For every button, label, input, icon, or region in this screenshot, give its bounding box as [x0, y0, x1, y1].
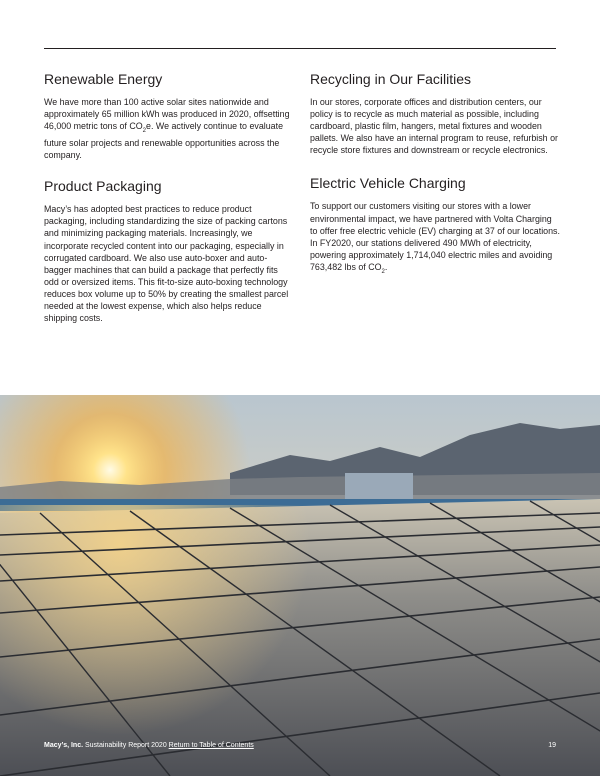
page-footer	[44, 740, 556, 752]
co2-subscript-ev: 2	[381, 268, 385, 275]
ev-charging-text-b: .	[384, 261, 388, 272]
ev-charging-body	[310, 200, 560, 277]
product-packaging-body: Macy’s has adopted best practices to reduce product packaging, including standardizing the size of packing cartons and minimizing packaging materials. Increasingly, we incorporate recycled content into our packaging, especially in corrugated cardboard. We also use auto-boxer and auto-bagger machines that can build a package that perfectly fits odd or oversized items. This fit-to-size auto-boxing technology reduces box volume up to 50% by creating the smallest parcel needed at the lowest expense, which also helps reduce shipping costs.	[44, 204, 289, 324]
top-rule	[44, 48, 556, 49]
renewable-energy-body	[44, 96, 294, 161]
renewable-energy-text-a: We have more than 100 active solar sites nationwide and approximately 65 million kWh was produced in 2020, offsetting 46,000 metric tons of CO	[44, 97, 290, 132]
solar-panels-photo	[0, 395, 600, 776]
page-number: 19	[548, 742, 556, 749]
footer-brand: Macy’s, Inc.	[44, 742, 84, 749]
recycling-body: In our stores, corporate offices and distribution centers, our policy is to recycle as much material as possible, including cardboard, plastic film, hangers, metal fixtures and wooden pallets. We also have an internal program to reuse, refurbish or recycle store fixtures and downstream or recycle electronics.	[310, 97, 558, 156]
footer-report-title: Sustainability Report 2020	[85, 742, 167, 749]
co2-subscript: 2	[142, 127, 147, 134]
renewable-energy-text-b: e. We actively continue to evaluate future solar projects and renewable opportunities across the company.	[44, 121, 284, 161]
product-packaging-heading: Product Packaging	[44, 178, 162, 195]
left-column	[44, 70, 294, 324]
recycling-heading: Recycling in Our Facilities	[310, 71, 472, 87]
ev-charging-text-a: To support our customers visiting our stores with a lower environmental impact, we have partnered with Volta Charging to offer free electric vehicle (EV) charging at 37 of our locations. In FY2020, our stations delivered 490 MWh of electricity, powering approximately 1,714,040 electric miles and avoiding 763,482 lbs of CO	[310, 201, 560, 272]
renewable-energy-heading: Renewable Energy	[44, 71, 163, 87]
right-column	[310, 70, 560, 278]
return-to-toc-link[interactable]: Return to Table of Contents	[168, 742, 254, 749]
ev-charging-heading: Electric Vehicle Charging	[310, 175, 466, 192]
